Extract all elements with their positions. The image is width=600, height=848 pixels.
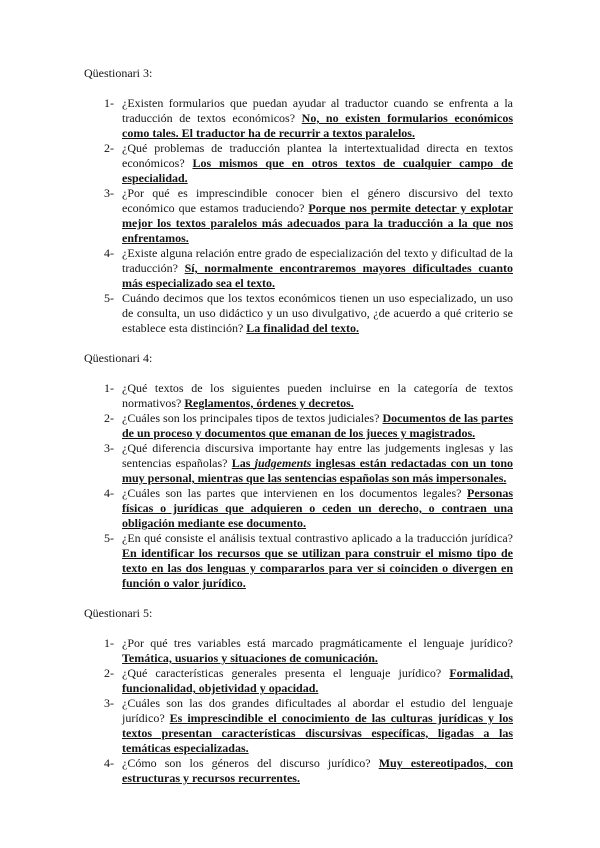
section-title: Qüestionari 4: — [84, 351, 153, 365]
item-number: 1- — [104, 636, 114, 650]
item-number: 2- — [104, 411, 114, 425]
answer-text: La finalidad del texto. — [246, 321, 359, 335]
question-item — [84, 531, 513, 591]
section-title: Qüestionari 3: — [84, 66, 153, 80]
item-number: 4- — [104, 756, 114, 770]
answer-text: En identificar los recursos que se utilizan para construir el mismo tipo de texto en las dos lenguas y compararlos para ver si coinciden o divergen en función o valor jurídico. — [122, 546, 513, 590]
item-number: 4- — [104, 486, 114, 500]
question-text: ¿Cuáles son las dos grandes dificultades al abordar el estudio del lenguaje jurídico? — [122, 696, 513, 725]
question-list — [84, 96, 513, 336]
question-item — [84, 291, 513, 336]
item-number: 5- — [104, 531, 114, 545]
answer-text: Formalidad, funcionalidad, objetividad y opacidad. — [122, 666, 514, 695]
answer-text: Reglamentos, órdenes y decretos. — [184, 396, 354, 410]
answer-text: Es imprescindible el conocimiento de las culturas jurídicas y los textos presentan características discursivas específicas, ligadas a las temáticas especializadas. — [122, 711, 514, 755]
question-list — [84, 636, 513, 786]
question-text: Cuándo decimos que los textos económicos tienen un uso especializado, un uso de consulta, un uso didáctico y un uso divulgativo, ¿de acuerdo a qué criterio se establece esta distinción? — [122, 291, 513, 335]
item-number: 2- — [104, 141, 114, 155]
question-text: ¿Qué diferencia discursiva importante hay entre las judgements inglesas y las sentencias españolas? — [122, 441, 513, 470]
item-number: 4- — [104, 246, 114, 260]
question-text: ¿Por qué es imprescindible conocer bien el género discursivo del texto económico que estamos traduciendo? — [122, 186, 513, 215]
answer-italic-term: judgements — [254, 456, 312, 470]
answer-text: No, no existen formularios económicos como tales. El traductor ha de recurrir a textos paralelos. — [122, 111, 513, 140]
answer-segment: inglesas están redactadas con un tono muy personal, mientras que las sentencias españolas son más impersonales. — [122, 456, 513, 485]
question-item — [84, 411, 513, 441]
section-questionari-4 — [84, 351, 513, 591]
question-text: ¿Qué características generales presenta el lenguaje jurídico? — [122, 666, 442, 680]
answer-segment: Las — [231, 456, 255, 470]
question-item — [84, 96, 513, 141]
question-item — [84, 756, 513, 786]
answer-text: Muy estereotipados, con estructuras y recursos recurrentes. — [122, 756, 513, 785]
question-list — [84, 381, 513, 591]
answer-text: Documentos de las partes de un proceso y documentos que emanan de los jueces y magistrados. — [122, 411, 514, 440]
section-questionari-3 — [84, 66, 513, 336]
item-number: 3- — [104, 186, 114, 200]
question-text: ¿Existen formularios que puedan ayudar al traductor cuando se enfrenta a la traducción de textos económicos? — [122, 96, 513, 125]
question-item — [84, 486, 513, 531]
answer-text: Sí, normalmente encontraremos mayores dificultades cuanto más especializado sea el texto. — [122, 261, 513, 290]
question-text: ¿Qué textos de los siguientes pueden incluirse en la categoría de textos normativos? — [122, 381, 513, 410]
answer-text: Los mismos que en otros textos de cualquier campo de especialidad. — [122, 156, 513, 185]
item-number: 5- — [104, 291, 114, 305]
question-item — [84, 141, 513, 186]
question-item — [84, 186, 513, 246]
section-questionari-5 — [84, 606, 513, 786]
item-number: 1- — [104, 96, 114, 110]
question-item — [84, 441, 513, 486]
question-text: ¿En qué consiste el análisis textual contrastivo aplicado a la traducción jurídica? — [122, 531, 513, 545]
answer-text: Temática, usuarios y situaciones de comunicación. — [122, 651, 378, 665]
item-number: 2- — [104, 666, 114, 680]
section-title: Qüestionari 5: — [84, 606, 153, 620]
question-text: ¿Cuáles son los principales tipos de textos judiciales? — [122, 411, 380, 425]
question-item — [84, 696, 513, 756]
question-text: ¿Cómo son los géneros del discurso jurídico? — [122, 756, 371, 770]
question-item — [84, 666, 513, 696]
answer-text: Porque nos permite detectar y explotar mejor los textos paralelos más adecuados para la traducción a la que nos enfrentamos. — [122, 201, 513, 245]
item-number: 3- — [104, 441, 114, 455]
item-number: 3- — [104, 696, 114, 710]
question-item — [84, 246, 513, 291]
question-text: ¿Qué problemas de traducción plantea la intertextualidad directa en textos económicos? — [122, 141, 513, 170]
question-text: ¿Por qué tres variables está marcado pragmáticamente el lenguaje jurídico? — [122, 636, 513, 650]
question-item — [84, 381, 513, 411]
answer-text: Personas físicas o jurídicas que adquieren o ceden un derecho, o contraen una obligación mediante ese documento. — [122, 486, 514, 530]
question-text: ¿Cuáles son las partes que intervienen en los documentos legales? — [122, 486, 462, 500]
question-text: ¿Existe alguna relación entre grado de especialización del texto y dificultad de la traducción? — [122, 246, 513, 275]
question-item — [84, 636, 513, 666]
item-number: 1- — [104, 381, 114, 395]
